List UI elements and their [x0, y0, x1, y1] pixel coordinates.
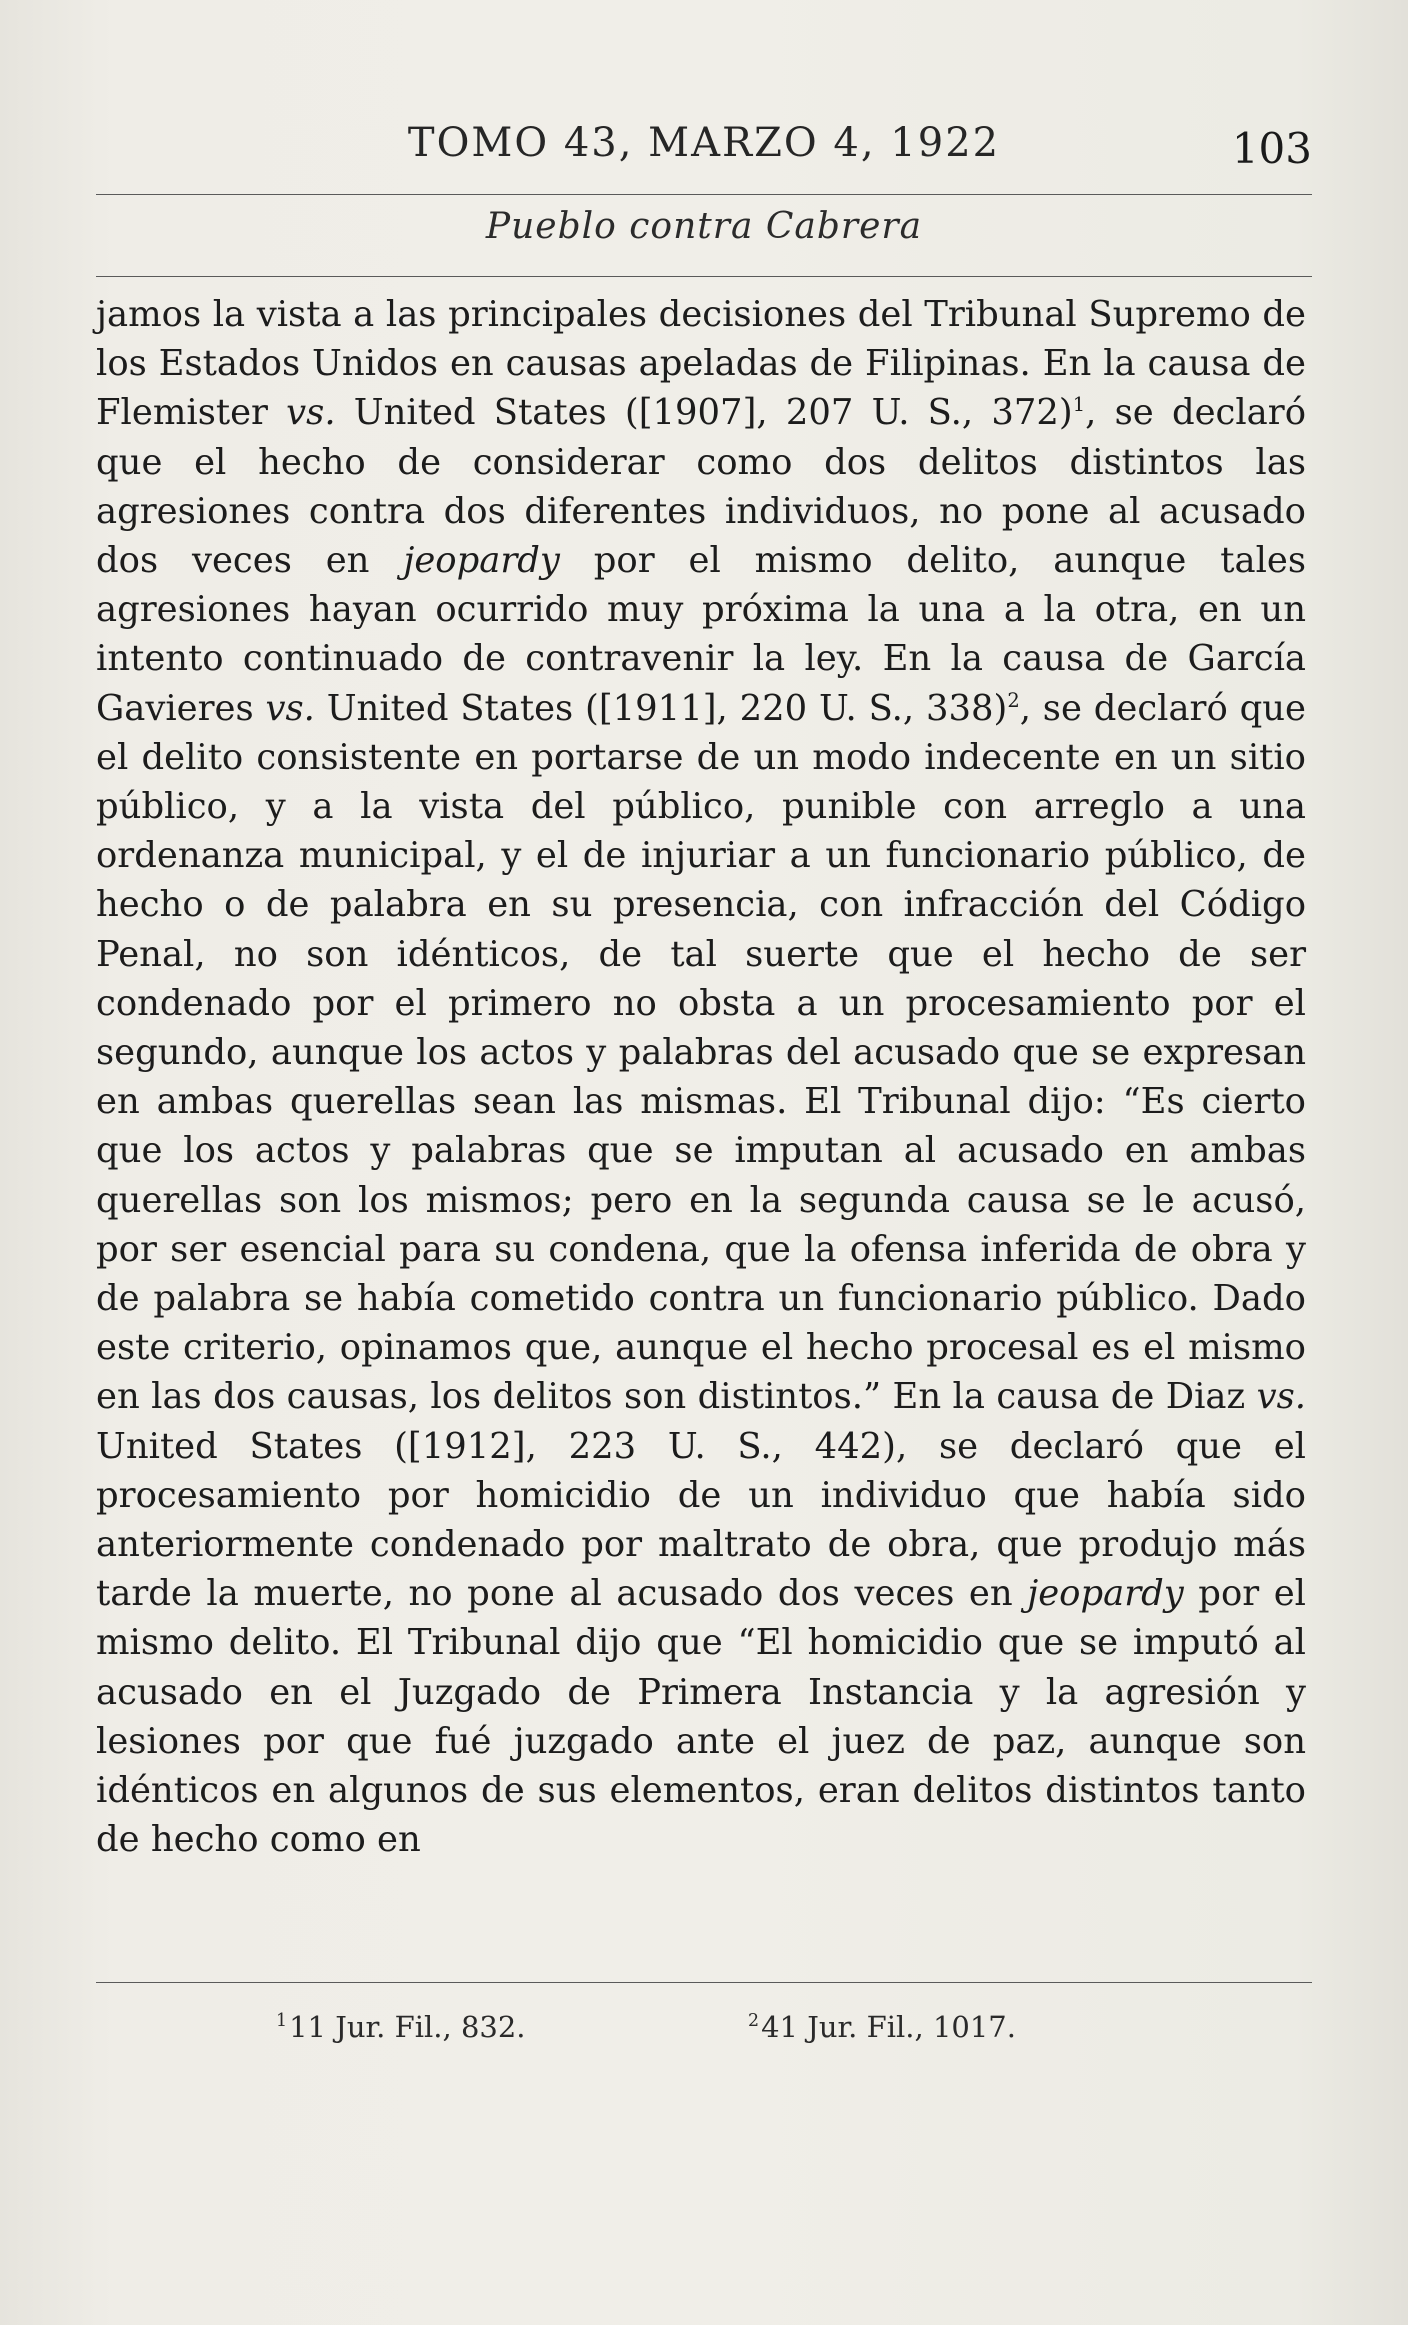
footnote-mark: 1	[276, 2011, 288, 2032]
body-text-segment: por el mismo delito. El Tribunal dijo que “El homicidio que se imputó al acusado en el Juzgado de Primera Instancia y la agresión y lesiones por que fué juzgado ante el juez de paz, aunque son idénticos en algunos de sus elementos, eran delitos distintos tanto de hecho como en	[96, 1573, 1306, 1861]
body-text-segment: United States ([1911], 220 U. S., 338)	[314, 687, 1008, 729]
running-title: TOMO 43, MARZO 4, 1922	[407, 120, 1001, 166]
footnote	[748, 2010, 1016, 2044]
versus-abbreviation: vs.	[286, 392, 336, 434]
footnote-mark: 2	[748, 2011, 760, 2032]
running-header	[96, 120, 1312, 180]
footnote-text: 41 Jur. Fil., 1017.	[761, 2010, 1016, 2044]
body-text-segment: , se declaró que el delito consistente en portarse de un modo indecente en un sitio público, y a la vista del público, punible con arreglo a una ordenanza municipal, y el de injuriar a un funcionario público, de hecho o de palabra en su presencia, con infracción del Código Penal, no son idénticos, de tal suerte que el hecho de ser condenado por el primero no obsta a un procesamiento por el segundo, aunque los actos y palabras del acusado que se expresan en ambas querellas sean las mismas. El Tribunal dijo: “Es cierto que los actos y palabras que se imputan al acusado en ambas querellas son los mismos; pero en la segunda causa se le acusó, por ser esencial para su condena, que la ofensa inferida de obra y de palabra se había cometido contra un funcionario público. Dado este criterio, opinamos que, aunque el hecho procesal es el mismo en las dos causas, los delitos son distintos.” En la causa de Diaz	[96, 687, 1307, 1418]
versus-abbreviation: vs.	[265, 687, 315, 729]
footnote-reference: 1	[1072, 393, 1086, 417]
page-number: 103	[1231, 124, 1312, 173]
body-paragraph	[96, 290, 1306, 1865]
versus-abbreviation: vs.	[1256, 1376, 1306, 1418]
body-text-segment: United States ([1907], 207 U. S., 372)	[335, 392, 1073, 434]
footnotes	[96, 2010, 1312, 2054]
header-rule	[96, 194, 1312, 195]
case-title: Pueblo contra Cabrera	[485, 206, 923, 247]
italic-term: jeopardy	[1027, 1573, 1184, 1615]
footnote-reference: 2	[1007, 688, 1020, 712]
footnote	[276, 2010, 526, 2044]
body-text-segment: United States ([1912], 223 U. S., 442), se declaró que el procesamiento por homicidio de un individuo que había sido anteriormente condenado por maltrato de obra, que produjo más tarde la muerte, no pone al acusado dos veces en	[96, 1425, 1306, 1615]
body-text-segment: por el mismo delito, aunque tales agresiones hayan ocurrido muy próxima la una a la otra, en un intento continuado de contravenir la ley. En la causa de García Gavieres	[96, 540, 1306, 729]
footnote-rule	[96, 1982, 1312, 1983]
case-title-rule	[96, 276, 1312, 277]
footnote-text: 11 Jur. Fil., 832.	[289, 2010, 526, 2044]
italic-term: jeopardy	[403, 540, 560, 582]
body-text-segment: , se declaró que el hecho de considerar como dos delitos distintos las agresiones contra dos diferentes individuos, no pone al acusado dos veces en	[96, 392, 1307, 582]
body-text-segment: jamos la vista a las principales decisiones del Tribunal Supremo de los Estados Unidos en causas apeladas de Filipinas. En la causa de Flemister	[96, 294, 1306, 434]
